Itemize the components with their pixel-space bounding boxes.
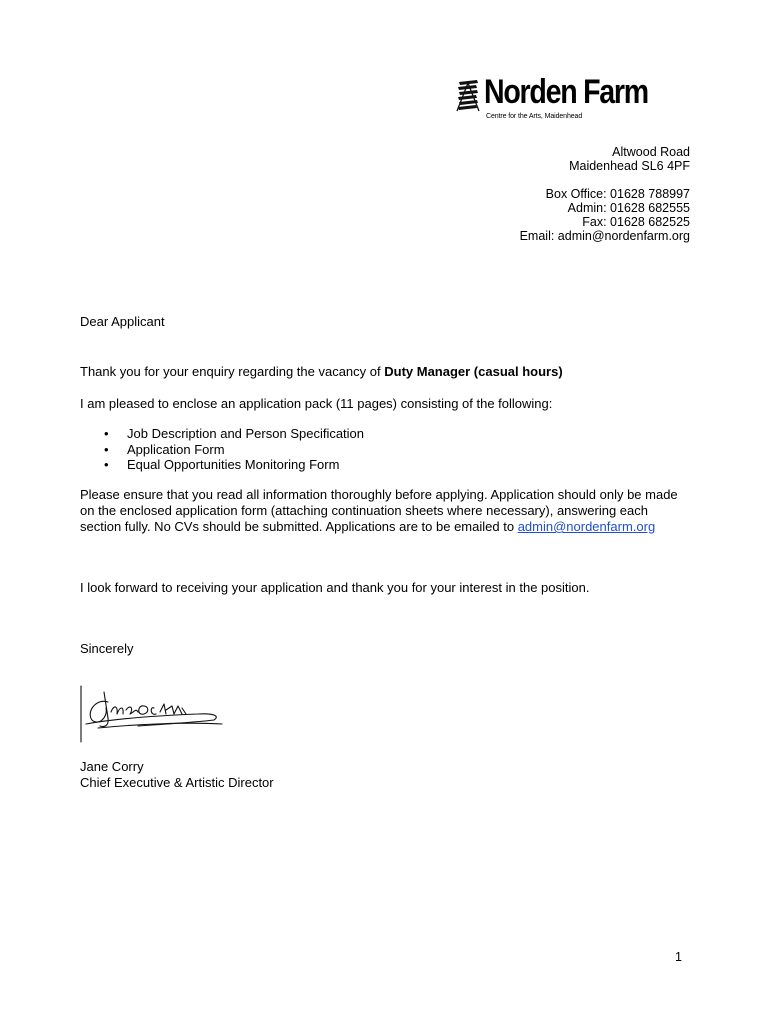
fax-number: Fax: 01628 682525 xyxy=(582,215,690,229)
address-spacer xyxy=(520,173,690,187)
instructions-text: Please ensure that you read all information thoroughly before applying. Application should only be made on the enclosed application form (attaching continuation sheets where necessary), answering each section fully. No CVs should be submitted. Applications are to be emailed to xyxy=(80,487,678,534)
pack-contents-list xyxy=(80,426,364,473)
page-number: 1 xyxy=(675,950,682,964)
bullet-icon: • xyxy=(104,441,109,457)
logo-wordmark: Norden Farm xyxy=(484,73,648,111)
paragraph-instructions xyxy=(80,487,692,535)
bullet-icon: • xyxy=(104,457,109,472)
norden-farm-logo xyxy=(456,73,676,124)
logo-mark-icon xyxy=(456,80,480,112)
paragraph-thanks: I look forward to receiving your application and thank you for your interest in the position. xyxy=(80,580,590,595)
paragraph-enquiry xyxy=(80,364,692,380)
address-line-1: Altwood Road xyxy=(612,145,690,159)
list-item xyxy=(80,442,364,458)
bullet-icon: • xyxy=(104,426,109,441)
admin-phone: Admin: 01628 682555 xyxy=(567,201,690,215)
list-item xyxy=(80,426,364,442)
closing: Sincerely xyxy=(80,641,134,656)
address-line-2: Maidenhead SL6 4PF xyxy=(569,159,690,173)
enquiry-text: Thank you for your enquiry regarding the vacancy of xyxy=(80,364,385,379)
vacancy-title: Duty Manager (casual hours) xyxy=(384,364,563,379)
list-item xyxy=(80,457,364,473)
email-link[interactable]: admin@nordenfarm.org xyxy=(517,519,656,534)
signature-icon xyxy=(78,684,228,746)
address-block xyxy=(520,145,690,243)
list-item-label: Job Description and Person Specification xyxy=(127,426,365,441)
paragraph-pack: I am pleased to enclose an application pack (11 pages) consisting of the following: xyxy=(80,396,553,411)
list-item-label: Equal Opportunities Monitoring Form xyxy=(127,457,340,472)
logo-tagline: Centre for the Arts, Maidenhead xyxy=(486,113,583,120)
signer-title: Chief Executive & Artistic Director xyxy=(80,775,274,790)
signer-name: Jane Corry xyxy=(80,759,144,774)
contact-email: Email: admin@nordenfarm.org xyxy=(519,229,690,243)
salutation: Dear Applicant xyxy=(80,314,165,329)
list-item-label: Application Form xyxy=(127,441,225,457)
box-office-phone: Box Office: 01628 788997 xyxy=(545,187,690,201)
